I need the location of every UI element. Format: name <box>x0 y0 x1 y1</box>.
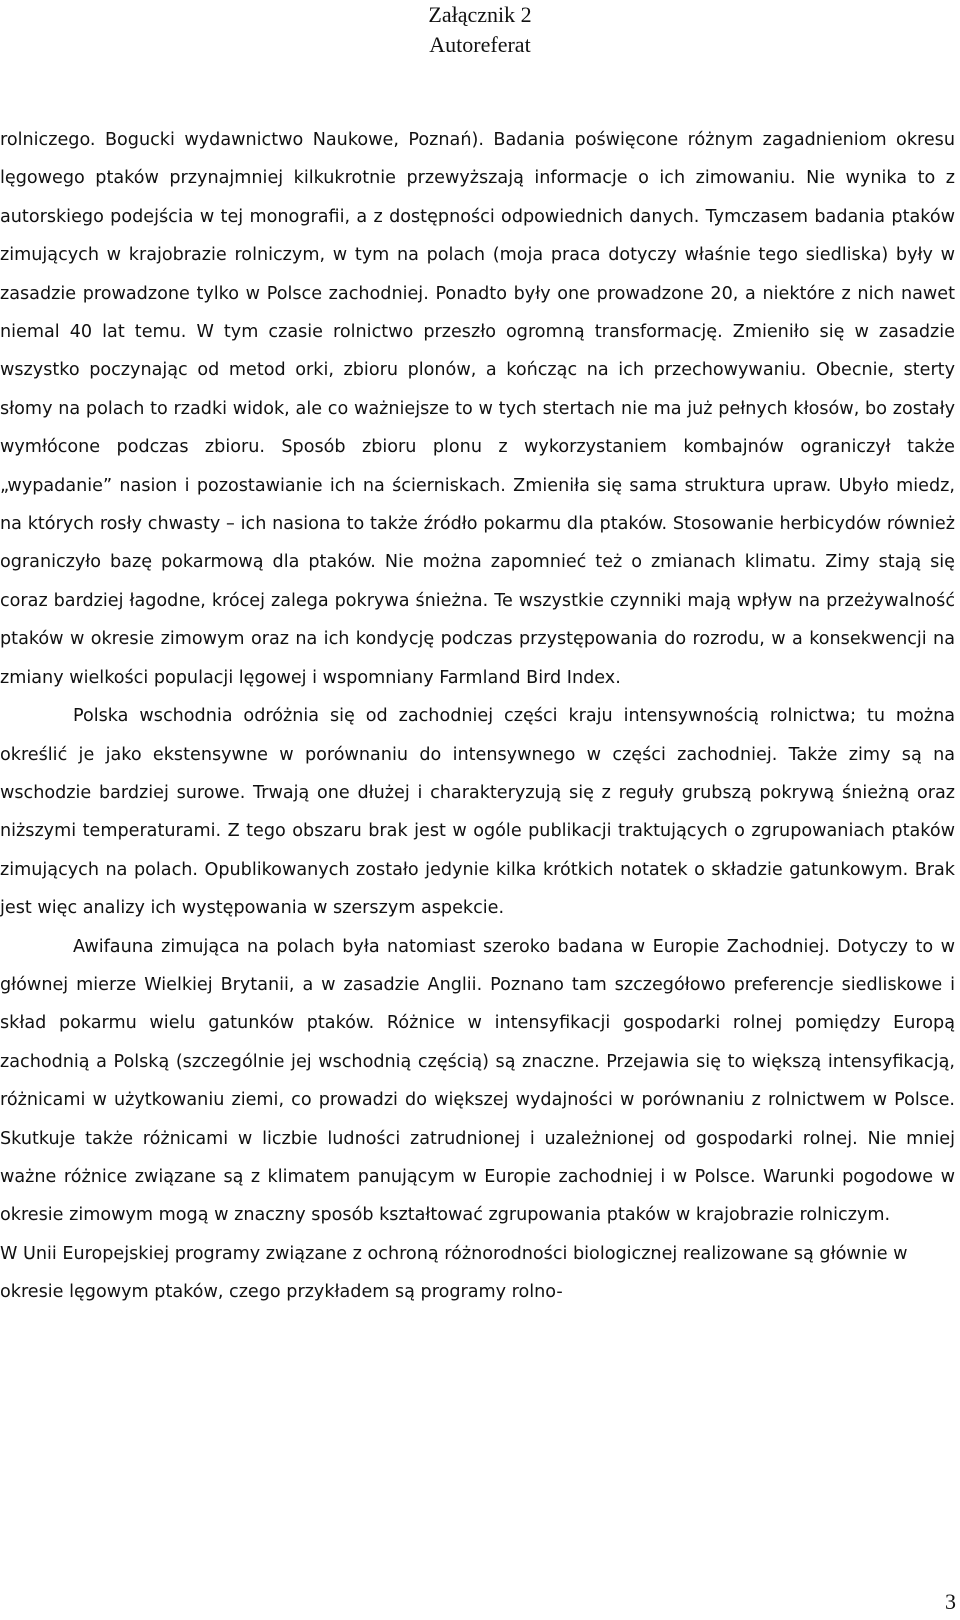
document-body <box>0 121 955 1312</box>
page-header <box>0 0 960 60</box>
page-number: 3 <box>945 1589 956 1614</box>
paragraph-4: W Unii Europejskiej programy związane z ochroną różnorodności biologicznej realizowane są głównie w okresie lęgowym ptaków, czego przykładem są programy rolno- <box>0 1243 908 1303</box>
header-attachment-label: Załącznik 2 <box>428 2 532 27</box>
paragraph-2: Polska wschodnia odróżnia się od zachodniej części kraju intensywnością rolnictwa; tu można określić je jako ekstensywne w porównaniu do intensywnego w części zachodniej. Także zimy są na wschodzie bardziej surowe. Trwają one dłużej i charakteryzują się z reguły grubszą pokrywą śnieżną oraz niższymi temperaturami. Z tego obszaru brak jest w ogóle publikacji traktujących o zgrupowaniach ptaków zimujących na polach. Opublikowanych zostało jedynie kilka krótkich notatek o składzie gatunkowym. Brak jest więc analizy ich występowania w szerszym aspekcie. <box>0 706 955 919</box>
header-document-title: Autoreferat <box>429 32 531 57</box>
paragraph-3: Awifauna zimująca na polach była natomiast szeroko badana w Europie Zachodniej. Dotyczy to w głównej mierze Wielkiej Brytanii, a w zasadzie Anglii. Poznano tam szczegółowo preferencje siedliskowe i skład pokarmu wielu gatunków ptaków. Różnice w intensyfikacji gospodarki rolnej pomiędzy Europą zachodnią a Polską (szczególnie jej wschodnią częścią) są znaczne. Przejawia się to większą intensyfikacją, różnicami w użytkowaniu ziemi, co prowadzi do większej wydajności w porównaniu z rolnictwem w Polsce. Skutkuje także różnicami w liczbie ludności zatrudnionej i uzależnionej od gospodarki rolnej. Nie mniej ważne różnice związane są z klimatem panującym w Europie zachodniej i w Polsce. Warunki pogodowe w okresie zimowym mogą w znaczny sposób kształtować zgrupowania ptaków w krajobrazie rolniczym. <box>0 936 955 1226</box>
paragraph-1: rolniczego. Bogucki wydawnictwo Naukowe, Poznań). Badania poświęcone różnym zagadnieniom okresu lęgowego ptaków przynajmniej kilkukrotnie przewyższają informacje o ich zimowaniu. Nie wynika to z autorskiego podejścia w tej monografii, a z dostępności odpowiednich danych. Tymczasem badania ptaków zimujących w krajobrazie rolniczym, w tym na polach (moja praca dotyczy właśnie tego siedliska) były w zasadzie prowadzone tylko w Polsce zachodniej. Ponadto były one prowadzone 20, a niektóre z nich nawet niemal 40 lat temu. W tym czasie rolnictwo przeszło ogromną transformację. Zmieniło się w zasadzie wszystko poczynając od metod orki, zbioru plonów, a kończąc na ich przechowywaniu. Obecnie, sterty słomy na polach to rzadki widok, ale co ważniejsze to w tych stertach nie ma już pełnych kłosów, bo zostały wymłócone podczas zbioru. Sposób zbioru plonu z wykorzystaniem kombajnów ograniczył także „wypadanie” nasion i pozostawianie ich na ścierniskach. Zmieniła się sama struktura upraw. Ubyło miedz, na których rosły chwasty – ich nasiona to także źródło pokarmu dla ptaków. Stosowanie herbicydów również ograniczyło bazę pokarmową dla ptaków. Nie można zapomnieć też o zmianach klimatu. Zimy stają się coraz bardziej łagodne, krócej zalega pokrywa śnieżna. Te wszystkie czynniki mają wpływ na przeżywalność ptaków w okresie zimowym oraz na ich kondycję podczas przystępowania do rozrodu, w a konsekwencji na zmiany wielkości populacji lęgowej i wspomniany Farmland Bird Index. <box>0 130 955 688</box>
